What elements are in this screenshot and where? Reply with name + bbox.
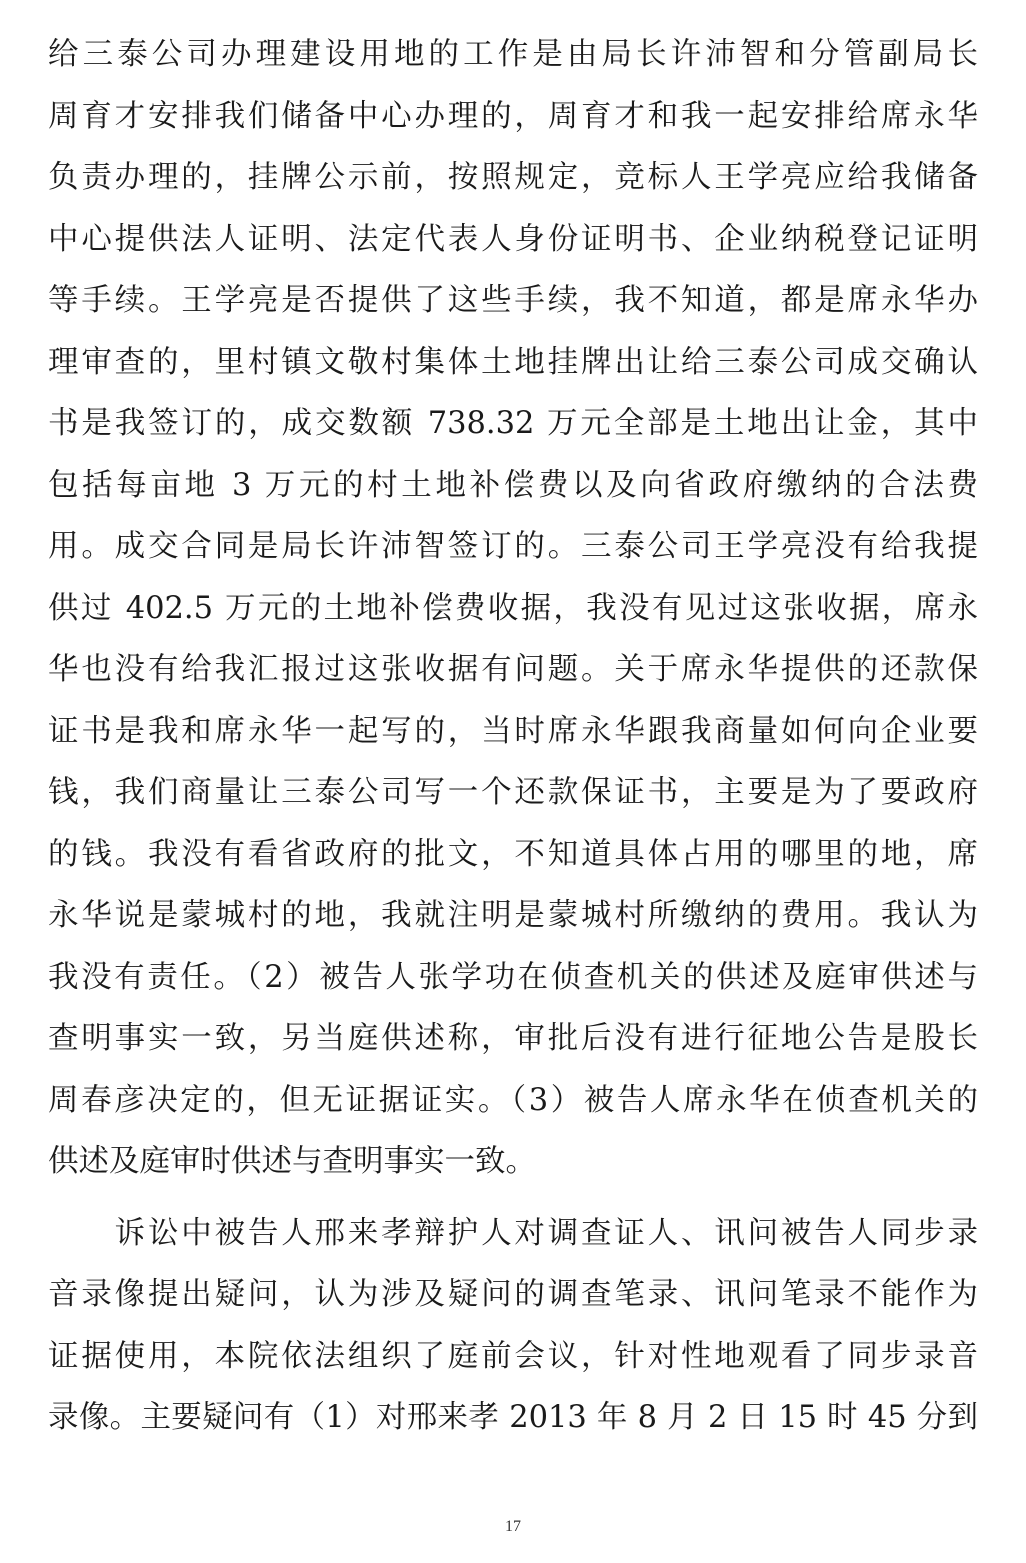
text-line: 诉讼中被告人邢来孝辩护人对调查证人、讯问被告人同步录 (48, 1215, 978, 1251)
text-line: 等手续。王学亮是否提供了这些手续，我不知道，都是席永华办 (48, 283, 978, 318)
text-line: 给三泰公司办理建设用地的工作是由局长许沛智和分管副局长 (48, 37, 978, 72)
text-line: 周育才安排我们储备中心办理的，周育才和我一起安排给席永华 (48, 98, 978, 134)
page-number: 17 (505, 1518, 521, 1535)
text-line: 的钱。我没有看省政府的批文，不知道具体占用的哪里的地，席 (48, 836, 978, 872)
text-line: 书是我签订的，成交数额 738.32 万元全部是土地出让金，其中 (48, 406, 978, 441)
text-line: 用。成交合同是局长许沛智签订的。三泰公司王学亮没有给我提 (48, 529, 978, 564)
body-text (48, 24, 978, 1449)
paragraph-litigation (48, 1203, 978, 1449)
text-line: 负责办理的，挂牌公示前，按照规定，竞标人王学亮应给我储备 (48, 160, 978, 195)
text-line: 永华说是蒙城村的地，我就注明是蒙城村所缴纳的费用。我认为 (48, 898, 978, 933)
text-line: 我没有责任。（2）被告人张学功在侦查机关的供述及庭审供述与 (48, 959, 978, 995)
text-line: 包括每亩地 3 万元的村土地补偿费以及向省政府缴纳的合法费 (48, 467, 978, 503)
text-line: 音录像提出疑问，认为涉及疑问的调查笔录、讯问笔录不能作为 (48, 1277, 978, 1312)
text-line: 证据使用，本院依法组织了庭前会议，针对性地观看了同步录音 (48, 1338, 978, 1374)
text-line: 钱，我们商量让三泰公司写一个还款保证书，主要是为了要政府 (48, 775, 978, 810)
text-line: 理审查的，里村镇文敬村集体土地挂牌出让给三泰公司成交确认 (48, 344, 978, 380)
text-line: 供过 402.5 万元的土地补偿费收据，我没有见过这张收据，席永 (48, 590, 978, 626)
text-line: 查明事实一致，另当庭供述称，审批后没有进行征地公告是股长 (48, 1021, 978, 1056)
text-line: 周春彦决定的，但无证据证实。（3）被告人席永华在侦查机关的 (48, 1082, 978, 1118)
text-line: 录像。主要疑问有（1）对邢来孝 2013 年 8 月 2 日 15 时 45 分到 (48, 1400, 978, 1435)
paragraph-testimony (48, 24, 978, 1193)
text-line: 华也没有给我汇报过这张收据有问题。关于席永华提供的还款保 (48, 652, 978, 687)
paragraph-spacer (48, 1193, 978, 1203)
text-line: 证书是我和席永华一起写的，当时席永华跟我商量如何向企业要 (48, 713, 978, 749)
text-line: 中心提供法人证明、法定代表人身份证明书、企业纳税登记证明 (48, 221, 978, 257)
text-line: 供述及庭审时供述与查明事实一致。 (48, 1144, 536, 1179)
